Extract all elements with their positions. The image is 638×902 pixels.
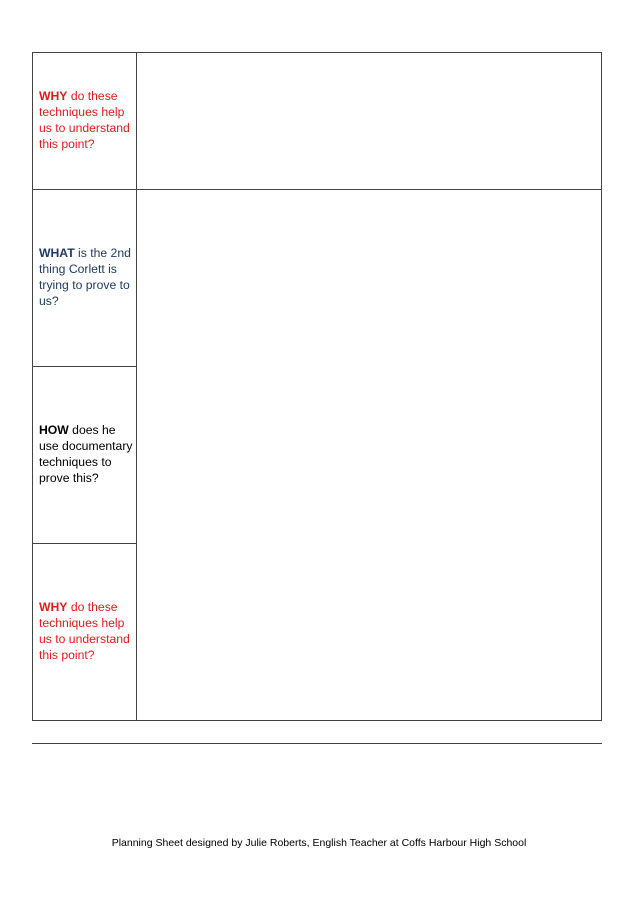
- prompt-keyword: WHY: [39, 600, 68, 615]
- horizontal-divider: [32, 743, 602, 744]
- prompt-cell-how: [32, 366, 137, 544]
- prompt-what: [39, 246, 135, 309]
- prompt-text: do these techniques help us to understand this point?: [39, 89, 130, 151]
- prompt-why-1: [39, 89, 135, 152]
- footer-credit: Planning Sheet designed by Julie Roberts, English Teacher at Coffs Harbour High School: [111, 837, 527, 849]
- prompt-cell-what: [32, 189, 137, 367]
- answer-box-1[interactable]: [136, 52, 602, 190]
- prompt-text: is the 2nd thing Corlett is trying to prove to us?: [39, 246, 131, 308]
- prompt-text: do these techniques help us to understand this point?: [39, 600, 130, 662]
- prompt-how: [39, 423, 135, 486]
- prompt-keyword: WHAT: [39, 246, 75, 261]
- prompt-cell-why-2: [32, 543, 137, 721]
- prompt-why-2: [39, 600, 135, 663]
- prompt-text: does he use documentary techniques to prove this?: [39, 423, 133, 485]
- prompt-cell-why-1: [32, 52, 137, 190]
- prompt-keyword: WHY: [39, 89, 68, 104]
- prompt-keyword: HOW: [39, 423, 69, 438]
- answer-box-2[interactable]: [136, 189, 602, 721]
